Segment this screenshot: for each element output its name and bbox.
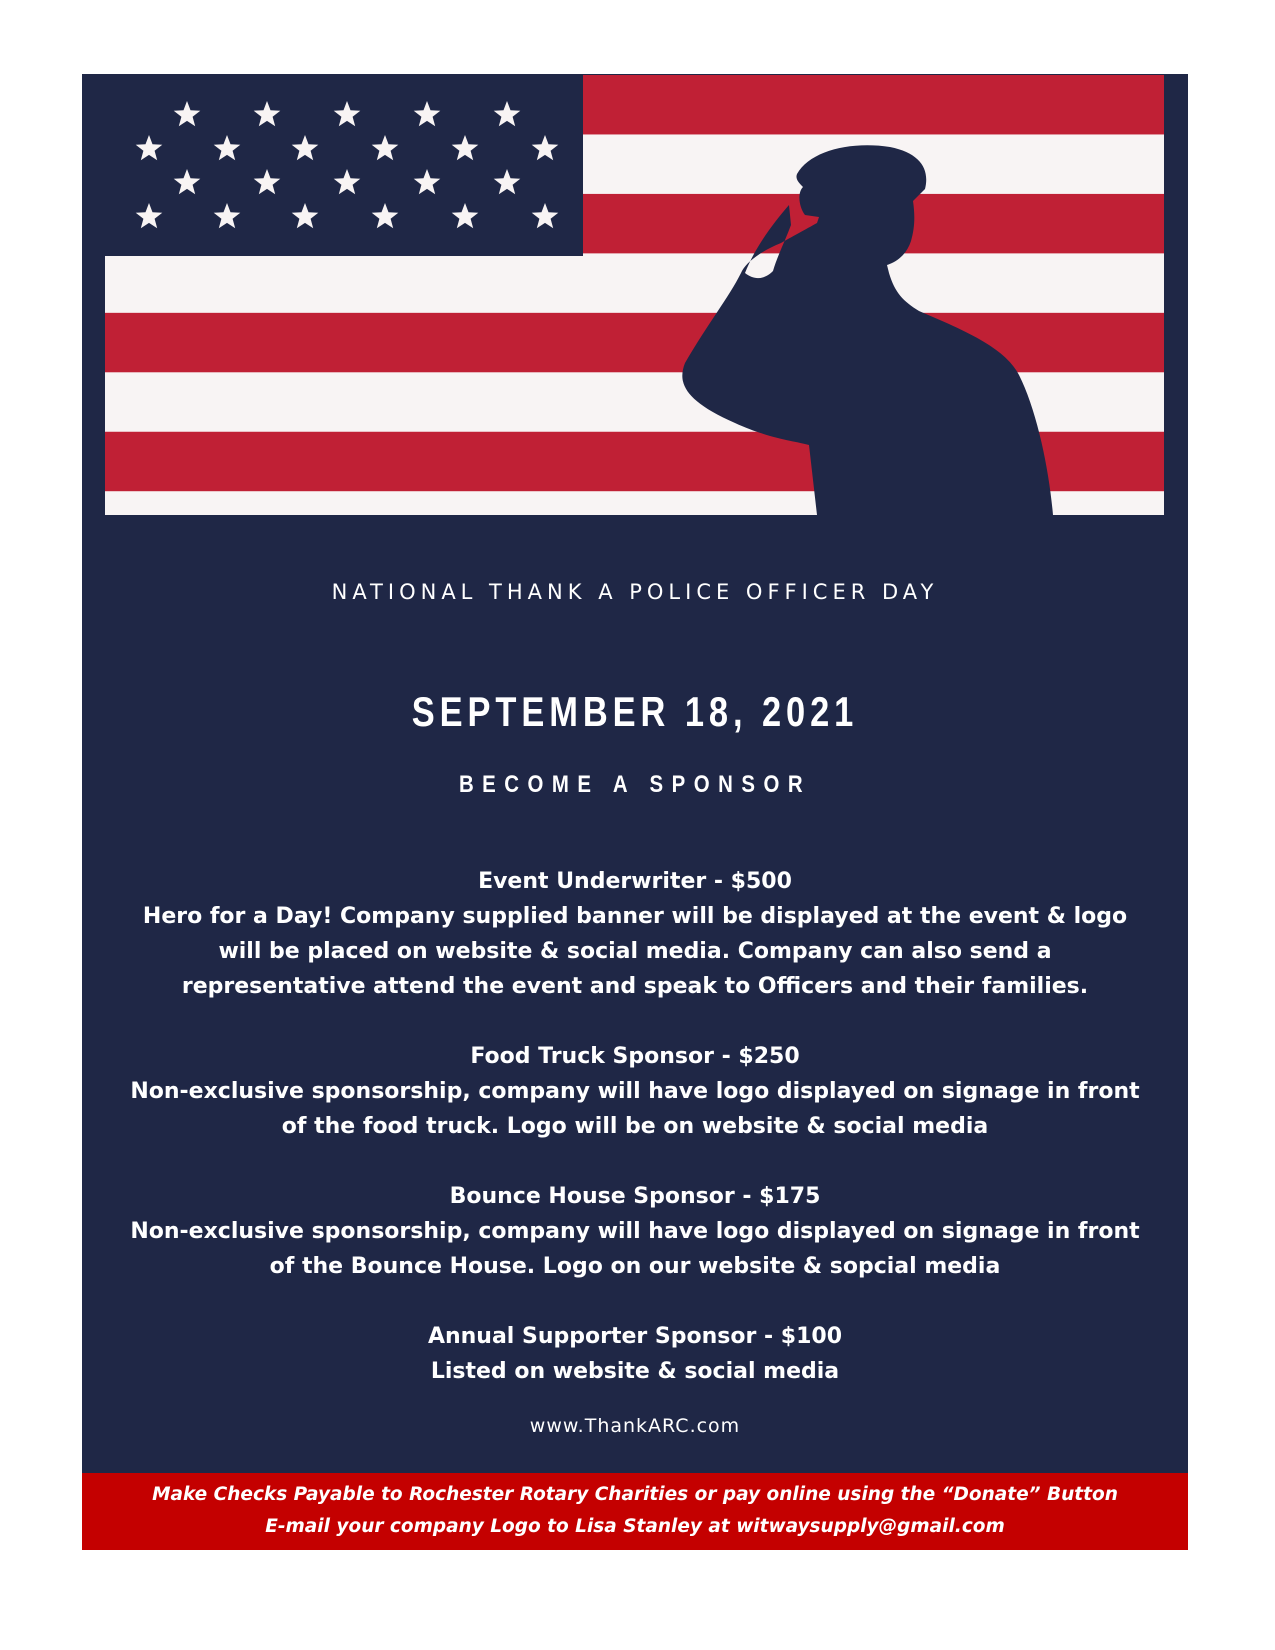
tier-description-line: will be placed on website & social media. Company can also send a (218, 939, 1052, 964)
tier-description-line: Non-exclusive sponsorship, company will have logo displayed on signage in front (130, 1219, 1140, 1244)
footer-checks-line: Make Checks Payable to Rochester Rotary Charities or pay online using the “Donate” Button (152, 1484, 1118, 1505)
flyer (82, 74, 1188, 1550)
flag-banner (105, 75, 1164, 515)
tier-heading: Event Underwriter - $500 (478, 869, 792, 894)
sponsor-tiers (82, 864, 1188, 1424)
footer-email-line: E-mail your company Logo to Lisa Stanley at witwaysupply@gmail.com (265, 1516, 1005, 1537)
become-sponsor-heading: BECOME A SPONSOR (458, 771, 812, 798)
tier-heading: Annual Supporter Sponsor - $100 (427, 1324, 843, 1349)
tier-description-line: of the Bounce House. Logo on our website & sopcial media (269, 1254, 1001, 1279)
tier-description-line: of the food truck. Logo will be on website & social media (281, 1114, 989, 1139)
event-name: NATIONAL THANK A POLICE OFFICER DAY (331, 580, 939, 604)
tier-heading: Food Truck Sponsor - $250 (470, 1044, 800, 1069)
event-date: SEPTEMBER 18, 2021 (411, 688, 859, 735)
tier-description-line: Hero for a Day! Company supplied banner will be displayed at the event & logo (142, 904, 1128, 929)
flag-icon (105, 75, 1164, 515)
tier-annual-supporter (82, 1319, 1188, 1389)
tier-heading: Bounce House Sponsor - $175 (449, 1184, 821, 1209)
tier-event-underwriter (82, 864, 1188, 1004)
tier-description-line: representative attend the event and speak to Officers and their families. (181, 974, 1089, 999)
payment-footer (82, 1473, 1188, 1550)
tier-description-line: Listed on website & social media (430, 1359, 840, 1384)
tier-description-line: Non-exclusive sponsorship, company will have logo displayed on signage in front (130, 1079, 1140, 1104)
website-link[interactable]: www.ThankARC.com (529, 1415, 741, 1437)
tier-food-truck (82, 1039, 1188, 1144)
tier-bounce-house (82, 1179, 1188, 1284)
